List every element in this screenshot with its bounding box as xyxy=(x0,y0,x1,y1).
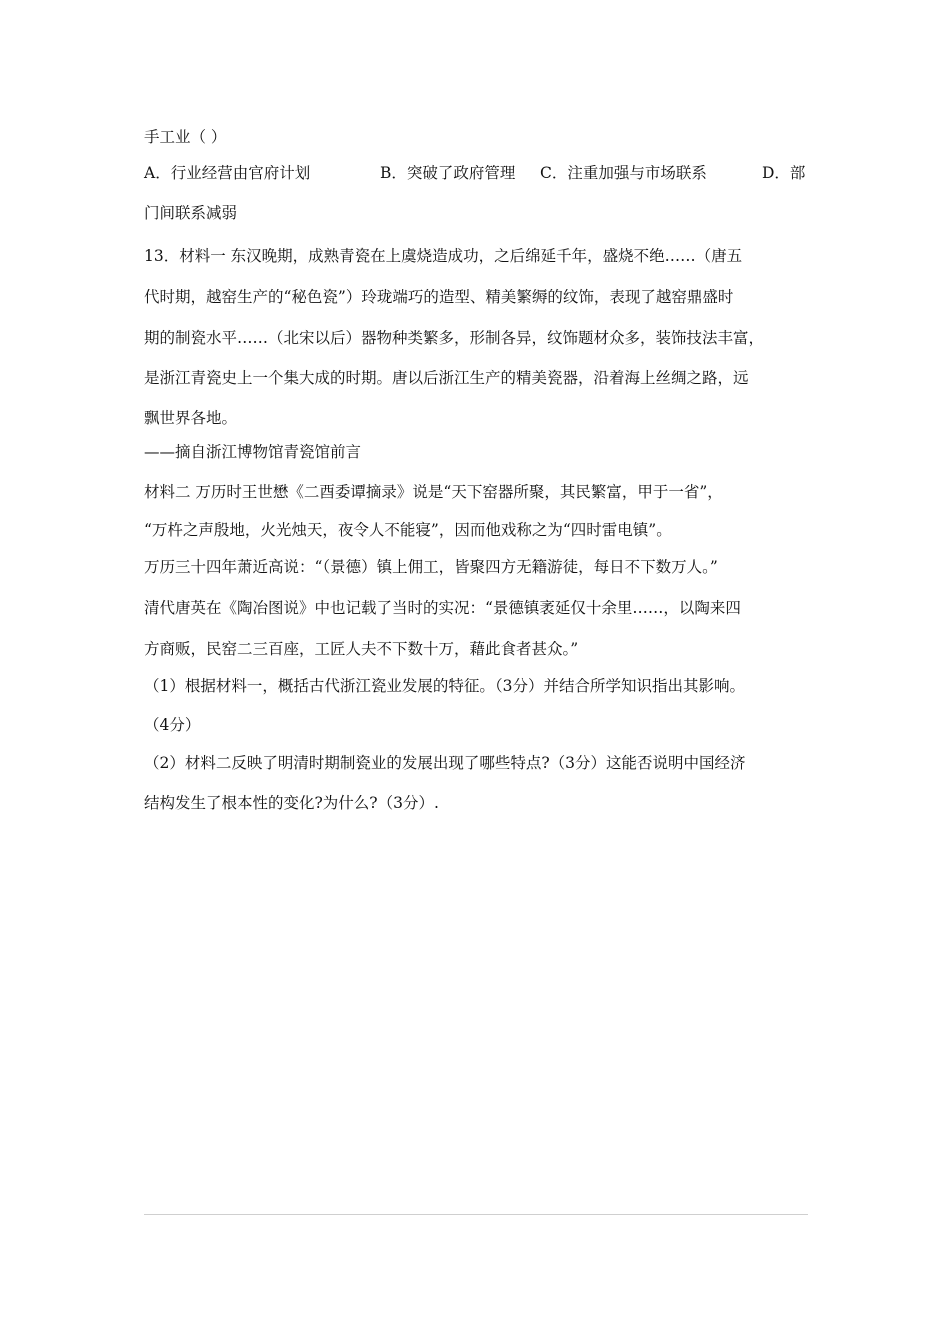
option-b: B．突破了政府管理 xyxy=(380,164,516,182)
option-d-continuation: 门间联系减弱 xyxy=(144,204,238,222)
material-two-line-2: “万杵之声殷地，火光烛天，夜令人不能寝”，因而他戏称之为“四时雷电镇”。 xyxy=(144,521,672,539)
material-one-line-5: 飘世界各地。 xyxy=(144,409,238,427)
answer-options xyxy=(144,162,808,184)
option-c: C．注重加强与市场联系 xyxy=(540,164,707,182)
footer-divider xyxy=(144,1214,808,1215)
material-one-line-4: 是浙江青瓷史上一个集大成的时期。唐以后浙江生产的精美瓷器，沿着海上丝绸之路，远 xyxy=(144,369,749,387)
question-stem-continuation: 手工业（ ） xyxy=(144,128,227,146)
material-two-line-4: 清代唐英在《陶冶图说》中也记载了当时的实况：“景德镇袤延仅十余里……，以陶来四 xyxy=(144,599,741,617)
option-d: D．部 xyxy=(762,164,806,182)
material-one-line-2: 代时期，越窑生产的“秘色瓷”）玲珑端巧的造型、精美繁缛的纹饰，表现了越窑鼎盛时 xyxy=(144,288,734,306)
sub-question-1: （1）根据材料一，概括古代浙江瓷业发展的特征。（3分）并结合所学知识指出其影响。 xyxy=(144,677,745,695)
material-two-line-1: 材料二 万历时王世懋《二酉委谭摘录》说是“天下窑器所聚，其民繁富，甲于一省”， xyxy=(144,483,723,501)
sub-question-2-line-2: 结构发生了根本性的变化?为什么?（3分）. xyxy=(144,794,439,812)
material-one-line-3: 期的制瓷水平……（北宋以后）器物种类繁多，形制各异，纹饰题材众多，装饰技法丰富， xyxy=(144,329,765,347)
sub-question-1-score: （4分） xyxy=(144,716,201,734)
sub-question-2-line-1: （2）材料二反映了明清时期制瓷业的发展出现了哪些特点?（3分）这能否说明中国经济 xyxy=(144,754,746,772)
material-one-source: ——摘自浙江博物馆青瓷馆前言 xyxy=(144,443,362,461)
material-two-line-3: 万历三十四年萧近高说：“（景德）镇上佣工，皆聚四方无籍游徒，每日不下数万人。” xyxy=(144,558,718,576)
material-two-line-5: 方商贩，民窑二三百座，工匠人夫不下数十万，藉此食者甚众。” xyxy=(144,640,579,658)
option-a: A．行业经营由官府计划 xyxy=(144,164,311,182)
material-one-line-1: 13．材料一 东汉晚期，成熟青瓷在上虞烧造成功，之后绵延千年，盛烧不绝……（唐五 xyxy=(144,247,743,265)
